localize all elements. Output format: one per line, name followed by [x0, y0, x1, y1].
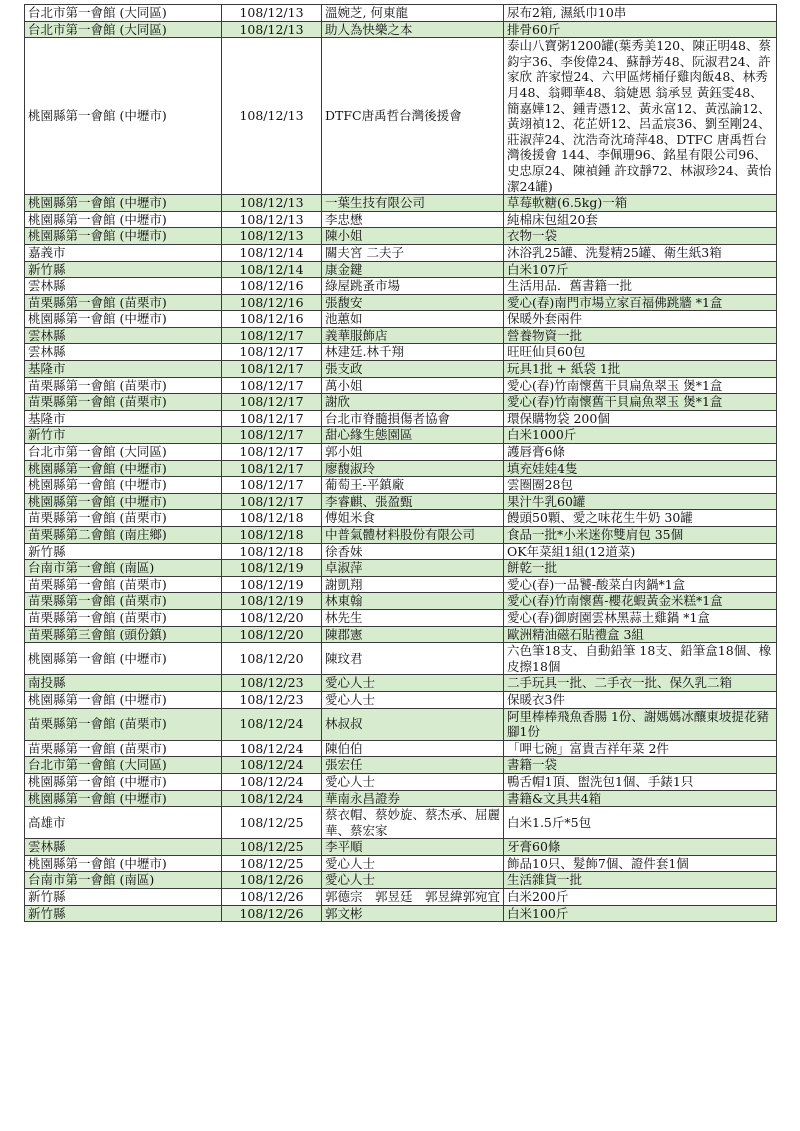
table-row: [25, 493, 777, 510]
items-cell: 牙膏60條: [504, 839, 777, 856]
date-cell: 108/12/17: [222, 460, 322, 477]
donor-cell: 卓淑萍: [322, 560, 504, 577]
donor-cell: 謝欣: [322, 394, 504, 411]
items-cell: 白米100斤: [504, 905, 777, 922]
table-row: [25, 675, 777, 692]
donor-cell: 林先生: [322, 609, 504, 626]
donor-cell: 陳郡憲: [322, 626, 504, 643]
items-cell: 護唇膏6條: [504, 444, 777, 461]
date-cell: 108/12/26: [222, 872, 322, 889]
location-cell: 高雄市: [25, 807, 222, 839]
date-cell: 108/12/19: [222, 576, 322, 593]
date-cell: 108/12/20: [222, 626, 322, 643]
donor-cell: 郭小姐: [322, 444, 504, 461]
date-cell: 108/12/17: [222, 444, 322, 461]
donation-record-page: [24, 4, 776, 922]
date-cell: 108/12/16: [222, 311, 322, 328]
table-row: [25, 740, 777, 757]
items-cell: 書籍&文具共4箱: [504, 790, 777, 807]
table-row: [25, 790, 777, 807]
date-cell: 108/12/24: [222, 740, 322, 757]
donor-cell: 張支政: [322, 361, 504, 378]
items-cell: 愛心(春)南門市場立家百福佛跳牆 *1盒: [504, 294, 777, 311]
items-cell: 生活用品．舊書籍一批: [504, 278, 777, 295]
donor-cell: 中普氣體材料股份有限公司: [322, 527, 504, 544]
date-cell: 108/12/23: [222, 675, 322, 692]
table-row: [25, 691, 777, 708]
table-row: [25, 773, 777, 790]
items-cell: 環保購物袋 200個: [504, 410, 777, 427]
table-row: [25, 311, 777, 328]
donor-cell: 萬小姐: [322, 377, 504, 394]
location-cell: 桃園縣第一會館 (中壢市): [25, 493, 222, 510]
donor-cell: 李平順: [322, 839, 504, 856]
date-cell: 108/12/13: [222, 21, 322, 38]
items-cell: 泰山八寶粥1200罐(葉秀美120、陳正明48、蔡鈞宇36、李俊偉24、蘇靜芳48、阮淑君24、許家欣 許家愷24、六甲區烤桶仔雞肉飯48、林秀月48、翁卿華48、翁婕恩 翁承昱 黃鈺雯48、簡嘉嬅12、鍾青憑12、黃永富12、黃泓論12、黃翊禎12、花芷妍12、呂孟宸36、劉至剛24、莊淑萍24、沈浩奇沈琦萍48、DTFC 唐禹哲台灣後援會 144、李佩珊96、銘星有限公司96、史忠原24、陳禎鍾 許玟靜72、林淑珍24、黃怡潔24罐): [504, 38, 777, 195]
items-cell: 愛心(春)竹南懷舊-櫻花蝦黃金米糕*1盒: [504, 593, 777, 610]
date-cell: 108/12/25: [222, 807, 322, 839]
table-row: [25, 560, 777, 577]
location-cell: 雲林縣: [25, 327, 222, 344]
date-cell: 108/12/18: [222, 510, 322, 527]
date-cell: 108/12/24: [222, 773, 322, 790]
table-row: [25, 889, 777, 906]
items-cell: 營養物資一批: [504, 327, 777, 344]
location-cell: 苗栗縣第一會館 (苗栗市): [25, 576, 222, 593]
date-cell: 108/12/13: [222, 228, 322, 245]
donor-cell: 郭文彬: [322, 905, 504, 922]
donor-cell: 廖馥淑玲: [322, 460, 504, 477]
donor-cell: 愛心人士: [322, 855, 504, 872]
table-row: [25, 344, 777, 361]
donor-cell: 愛心人士: [322, 691, 504, 708]
location-cell: 苗栗縣第二會館 (南庄鄉): [25, 527, 222, 544]
location-cell: 苗栗縣第一會館 (苗栗市): [25, 708, 222, 740]
location-cell: 台南市第一會館 (南區): [25, 872, 222, 889]
items-cell: 饅頭50顆、愛之味花生牛奶 30罐: [504, 510, 777, 527]
date-cell: 108/12/24: [222, 708, 322, 740]
date-cell: 108/12/17: [222, 477, 322, 494]
items-cell: 衣物一袋: [504, 228, 777, 245]
location-cell: 桃園縣第一會館 (中壢市): [25, 211, 222, 228]
items-cell: 雲圈圈28包: [504, 477, 777, 494]
location-cell: 新竹縣: [25, 543, 222, 560]
donor-cell: 李忠懋: [322, 211, 504, 228]
donation-table-body: [25, 5, 777, 922]
table-row: [25, 460, 777, 477]
donor-cell: 陳玟君: [322, 643, 504, 675]
donor-cell: 康金鍵: [322, 261, 504, 278]
table-row: [25, 244, 777, 261]
donor-cell: 助人為快樂之本: [322, 21, 504, 38]
items-cell: 白米200斤: [504, 889, 777, 906]
date-cell: 108/12/17: [222, 493, 322, 510]
location-cell: 苗栗縣第一會館 (苗栗市): [25, 294, 222, 311]
items-cell: 食品一批*小米迷你雙肩包 35個: [504, 527, 777, 544]
location-cell: 苗栗縣第一會館 (苗栗市): [25, 593, 222, 610]
items-cell: OK年菜組1組(12道菜): [504, 543, 777, 560]
date-cell: 108/12/26: [222, 905, 322, 922]
donor-cell: 張馥安: [322, 294, 504, 311]
location-cell: 台南市第一會館 (南區): [25, 560, 222, 577]
items-cell: 排骨60斤: [504, 21, 777, 38]
items-cell: 純棉床包組20套: [504, 211, 777, 228]
items-cell: 二手玩具一批、二手衣一批、保久乳二箱: [504, 675, 777, 692]
items-cell: 餅乾一批: [504, 560, 777, 577]
date-cell: 108/12/24: [222, 757, 322, 774]
location-cell: 苗栗縣第一會館 (苗栗市): [25, 394, 222, 411]
items-cell: 生活雜貨一批: [504, 872, 777, 889]
location-cell: 苗栗縣第一會館 (苗栗市): [25, 609, 222, 626]
donor-cell: 華南永昌證券: [322, 790, 504, 807]
date-cell: 108/12/20: [222, 609, 322, 626]
donor-cell: 李睿麒、張盈甄: [322, 493, 504, 510]
donor-cell: 台北市脊髓損傷者協會: [322, 410, 504, 427]
location-cell: 苗栗縣第一會館 (苗栗市): [25, 740, 222, 757]
date-cell: 108/12/19: [222, 560, 322, 577]
location-cell: 桃園縣第一會館 (中壢市): [25, 38, 222, 195]
table-row: [25, 905, 777, 922]
donor-cell: 林東翰: [322, 593, 504, 610]
location-cell: 基隆市: [25, 361, 222, 378]
table-row: [25, 261, 777, 278]
date-cell: 108/12/19: [222, 593, 322, 610]
date-cell: 108/12/17: [222, 361, 322, 378]
table-row: [25, 195, 777, 212]
date-cell: 108/12/26: [222, 889, 322, 906]
table-row: [25, 327, 777, 344]
location-cell: 新竹市: [25, 427, 222, 444]
donor-cell: 義華服飾店: [322, 327, 504, 344]
table-row: [25, 211, 777, 228]
date-cell: 108/12/13: [222, 195, 322, 212]
location-cell: 桃園縣第一會館 (中壢市): [25, 643, 222, 675]
table-row: [25, 626, 777, 643]
location-cell: 桃園縣第一會館 (中壢市): [25, 790, 222, 807]
date-cell: 108/12/20: [222, 643, 322, 675]
date-cell: 108/12/18: [222, 543, 322, 560]
donor-cell: 愛心人士: [322, 675, 504, 692]
date-cell: 108/12/17: [222, 327, 322, 344]
items-cell: 白米1000斤: [504, 427, 777, 444]
date-cell: 108/12/14: [222, 244, 322, 261]
items-cell: 愛心(春)一品饕-酸菜白肉鍋*1盒: [504, 576, 777, 593]
date-cell: 108/12/17: [222, 344, 322, 361]
location-cell: 台北市第一會館 (大同區): [25, 444, 222, 461]
items-cell: 愛心(春)竹南懷舊干貝扁魚翠玉 煲*1盒: [504, 377, 777, 394]
table-row: [25, 807, 777, 839]
items-cell: 飾品10只、髮飾7個、證件套1個: [504, 855, 777, 872]
donation-table: [24, 4, 777, 922]
items-cell: 「呷七碗」富貴吉祥年菜 2件: [504, 740, 777, 757]
location-cell: 新竹縣: [25, 889, 222, 906]
donor-cell: 溫婉芝, 何東龍: [322, 5, 504, 22]
items-cell: 鴨舌帽1頂、盥洗包1個、手錶1只: [504, 773, 777, 790]
items-cell: 書籍一袋: [504, 757, 777, 774]
date-cell: 108/12/13: [222, 5, 322, 22]
location-cell: 基隆市: [25, 410, 222, 427]
location-cell: 苗栗縣第一會館 (苗栗市): [25, 377, 222, 394]
location-cell: 桃園縣第一會館 (中壢市): [25, 855, 222, 872]
location-cell: 台北市第一會館 (大同區): [25, 21, 222, 38]
items-cell: 填充娃娃4隻: [504, 460, 777, 477]
location-cell: 桃園縣第一會館 (中壢市): [25, 195, 222, 212]
table-row: [25, 294, 777, 311]
location-cell: 桃園縣第一會館 (中壢市): [25, 477, 222, 494]
items-cell: 玩具1批 + 紙袋 1批: [504, 361, 777, 378]
location-cell: 新竹縣: [25, 261, 222, 278]
location-cell: 苗栗縣第一會館 (苗栗市): [25, 510, 222, 527]
items-cell: 草莓軟糖(6.5kg)一箱: [504, 195, 777, 212]
table-row: [25, 394, 777, 411]
date-cell: 108/12/24: [222, 790, 322, 807]
donor-cell: 葡萄王-平鎮廠: [322, 477, 504, 494]
table-row: [25, 543, 777, 560]
donor-cell: 蔡衣帽、蔡妙旋、蔡杰承、屈麗華、蔡宏家: [322, 807, 504, 839]
location-cell: 桃園縣第一會館 (中壢市): [25, 773, 222, 790]
location-cell: 苗栗縣第三會館 (頭份鎮): [25, 626, 222, 643]
date-cell: 108/12/18: [222, 527, 322, 544]
donor-cell: 關夫宮 二夫子: [322, 244, 504, 261]
items-cell: 尿布2箱, 濕紙巾10串: [504, 5, 777, 22]
items-cell: 旺旺仙貝60包: [504, 344, 777, 361]
date-cell: 108/12/17: [222, 377, 322, 394]
items-cell: 白米1.5斤*5包: [504, 807, 777, 839]
donor-cell: 謝凱翔: [322, 576, 504, 593]
donor-cell: 林建廷.林千翔: [322, 344, 504, 361]
donor-cell: 郭德宗 郭昱廷 郭昱緯郭宛宜: [322, 889, 504, 906]
table-row: [25, 278, 777, 295]
date-cell: 108/12/17: [222, 427, 322, 444]
location-cell: 嘉義市: [25, 244, 222, 261]
donor-cell: 林叔叔: [322, 708, 504, 740]
date-cell: 108/12/16: [222, 294, 322, 311]
donor-cell: 一葉生技有限公司: [322, 195, 504, 212]
items-cell: 六色筆18支、自動鉛筆 18支、鉛筆盒18個、橡皮擦18個: [504, 643, 777, 675]
location-cell: 桃園縣第一會館 (中壢市): [25, 228, 222, 245]
donor-cell: 傅姐米食: [322, 510, 504, 527]
items-cell: 保暖外套兩件: [504, 311, 777, 328]
donor-cell: 愛心人士: [322, 773, 504, 790]
table-row: [25, 643, 777, 675]
items-cell: 白米107斤: [504, 261, 777, 278]
table-row: [25, 444, 777, 461]
donor-cell: 綠屋跳蚤市場: [322, 278, 504, 295]
table-row: [25, 427, 777, 444]
table-row: [25, 576, 777, 593]
date-cell: 108/12/17: [222, 394, 322, 411]
location-cell: 雲林縣: [25, 839, 222, 856]
table-row: [25, 477, 777, 494]
location-cell: 桃園縣第一會館 (中壢市): [25, 460, 222, 477]
date-cell: 108/12/13: [222, 211, 322, 228]
items-cell: 果汁牛乳60罐: [504, 493, 777, 510]
date-cell: 108/12/14: [222, 261, 322, 278]
donor-cell: 陳伯伯: [322, 740, 504, 757]
table-row: [25, 377, 777, 394]
donor-cell: 甜心緣生態園區: [322, 427, 504, 444]
table-row: [25, 872, 777, 889]
table-row: [25, 609, 777, 626]
date-cell: 108/12/13: [222, 38, 322, 195]
items-cell: 沐浴乳25罐、洗髮精25罐、衛生紙3箱: [504, 244, 777, 261]
donor-cell: 池蕙如: [322, 311, 504, 328]
donor-cell: 陳小姐: [322, 228, 504, 245]
donor-cell: 張宏任: [322, 757, 504, 774]
table-row: [25, 228, 777, 245]
date-cell: 108/12/16: [222, 278, 322, 295]
items-cell: 歐洲精油磁石貼禮盒 3組: [504, 626, 777, 643]
location-cell: 桃園縣第一會館 (中壢市): [25, 311, 222, 328]
location-cell: 雲林縣: [25, 344, 222, 361]
location-cell: 台北市第一會館 (大同區): [25, 757, 222, 774]
table-row: [25, 708, 777, 740]
location-cell: 台北市第一會館 (大同區): [25, 5, 222, 22]
table-row: [25, 361, 777, 378]
table-row: [25, 38, 777, 195]
date-cell: 108/12/25: [222, 855, 322, 872]
location-cell: 雲林縣: [25, 278, 222, 295]
table-row: [25, 527, 777, 544]
table-row: [25, 510, 777, 527]
date-cell: 108/12/17: [222, 410, 322, 427]
date-cell: 108/12/25: [222, 839, 322, 856]
location-cell: 新竹縣: [25, 905, 222, 922]
location-cell: 南投縣: [25, 675, 222, 692]
table-row: [25, 757, 777, 774]
donor-cell: 徐香妹: [322, 543, 504, 560]
table-row: [25, 593, 777, 610]
table-row: [25, 855, 777, 872]
donor-cell: 愛心人士: [322, 872, 504, 889]
table-row: [25, 839, 777, 856]
table-row: [25, 410, 777, 427]
donor-cell: DTFC唐禹哲台灣後援會: [322, 38, 504, 195]
table-row: [25, 5, 777, 22]
items-cell: 保暖衣3件: [504, 691, 777, 708]
date-cell: 108/12/23: [222, 691, 322, 708]
table-row: [25, 21, 777, 38]
items-cell: 阿里棒棒飛魚香腸 1份、謝媽媽冰釀東坡提花豬腳1份: [504, 708, 777, 740]
items-cell: 愛心(春)御廚園雲林黑蒜土雞鍋 *1盒: [504, 609, 777, 626]
items-cell: 愛心(春)竹南懷舊干貝扁魚翠玉 煲*1盒: [504, 394, 777, 411]
location-cell: 桃園縣第一會館 (中壢市): [25, 691, 222, 708]
